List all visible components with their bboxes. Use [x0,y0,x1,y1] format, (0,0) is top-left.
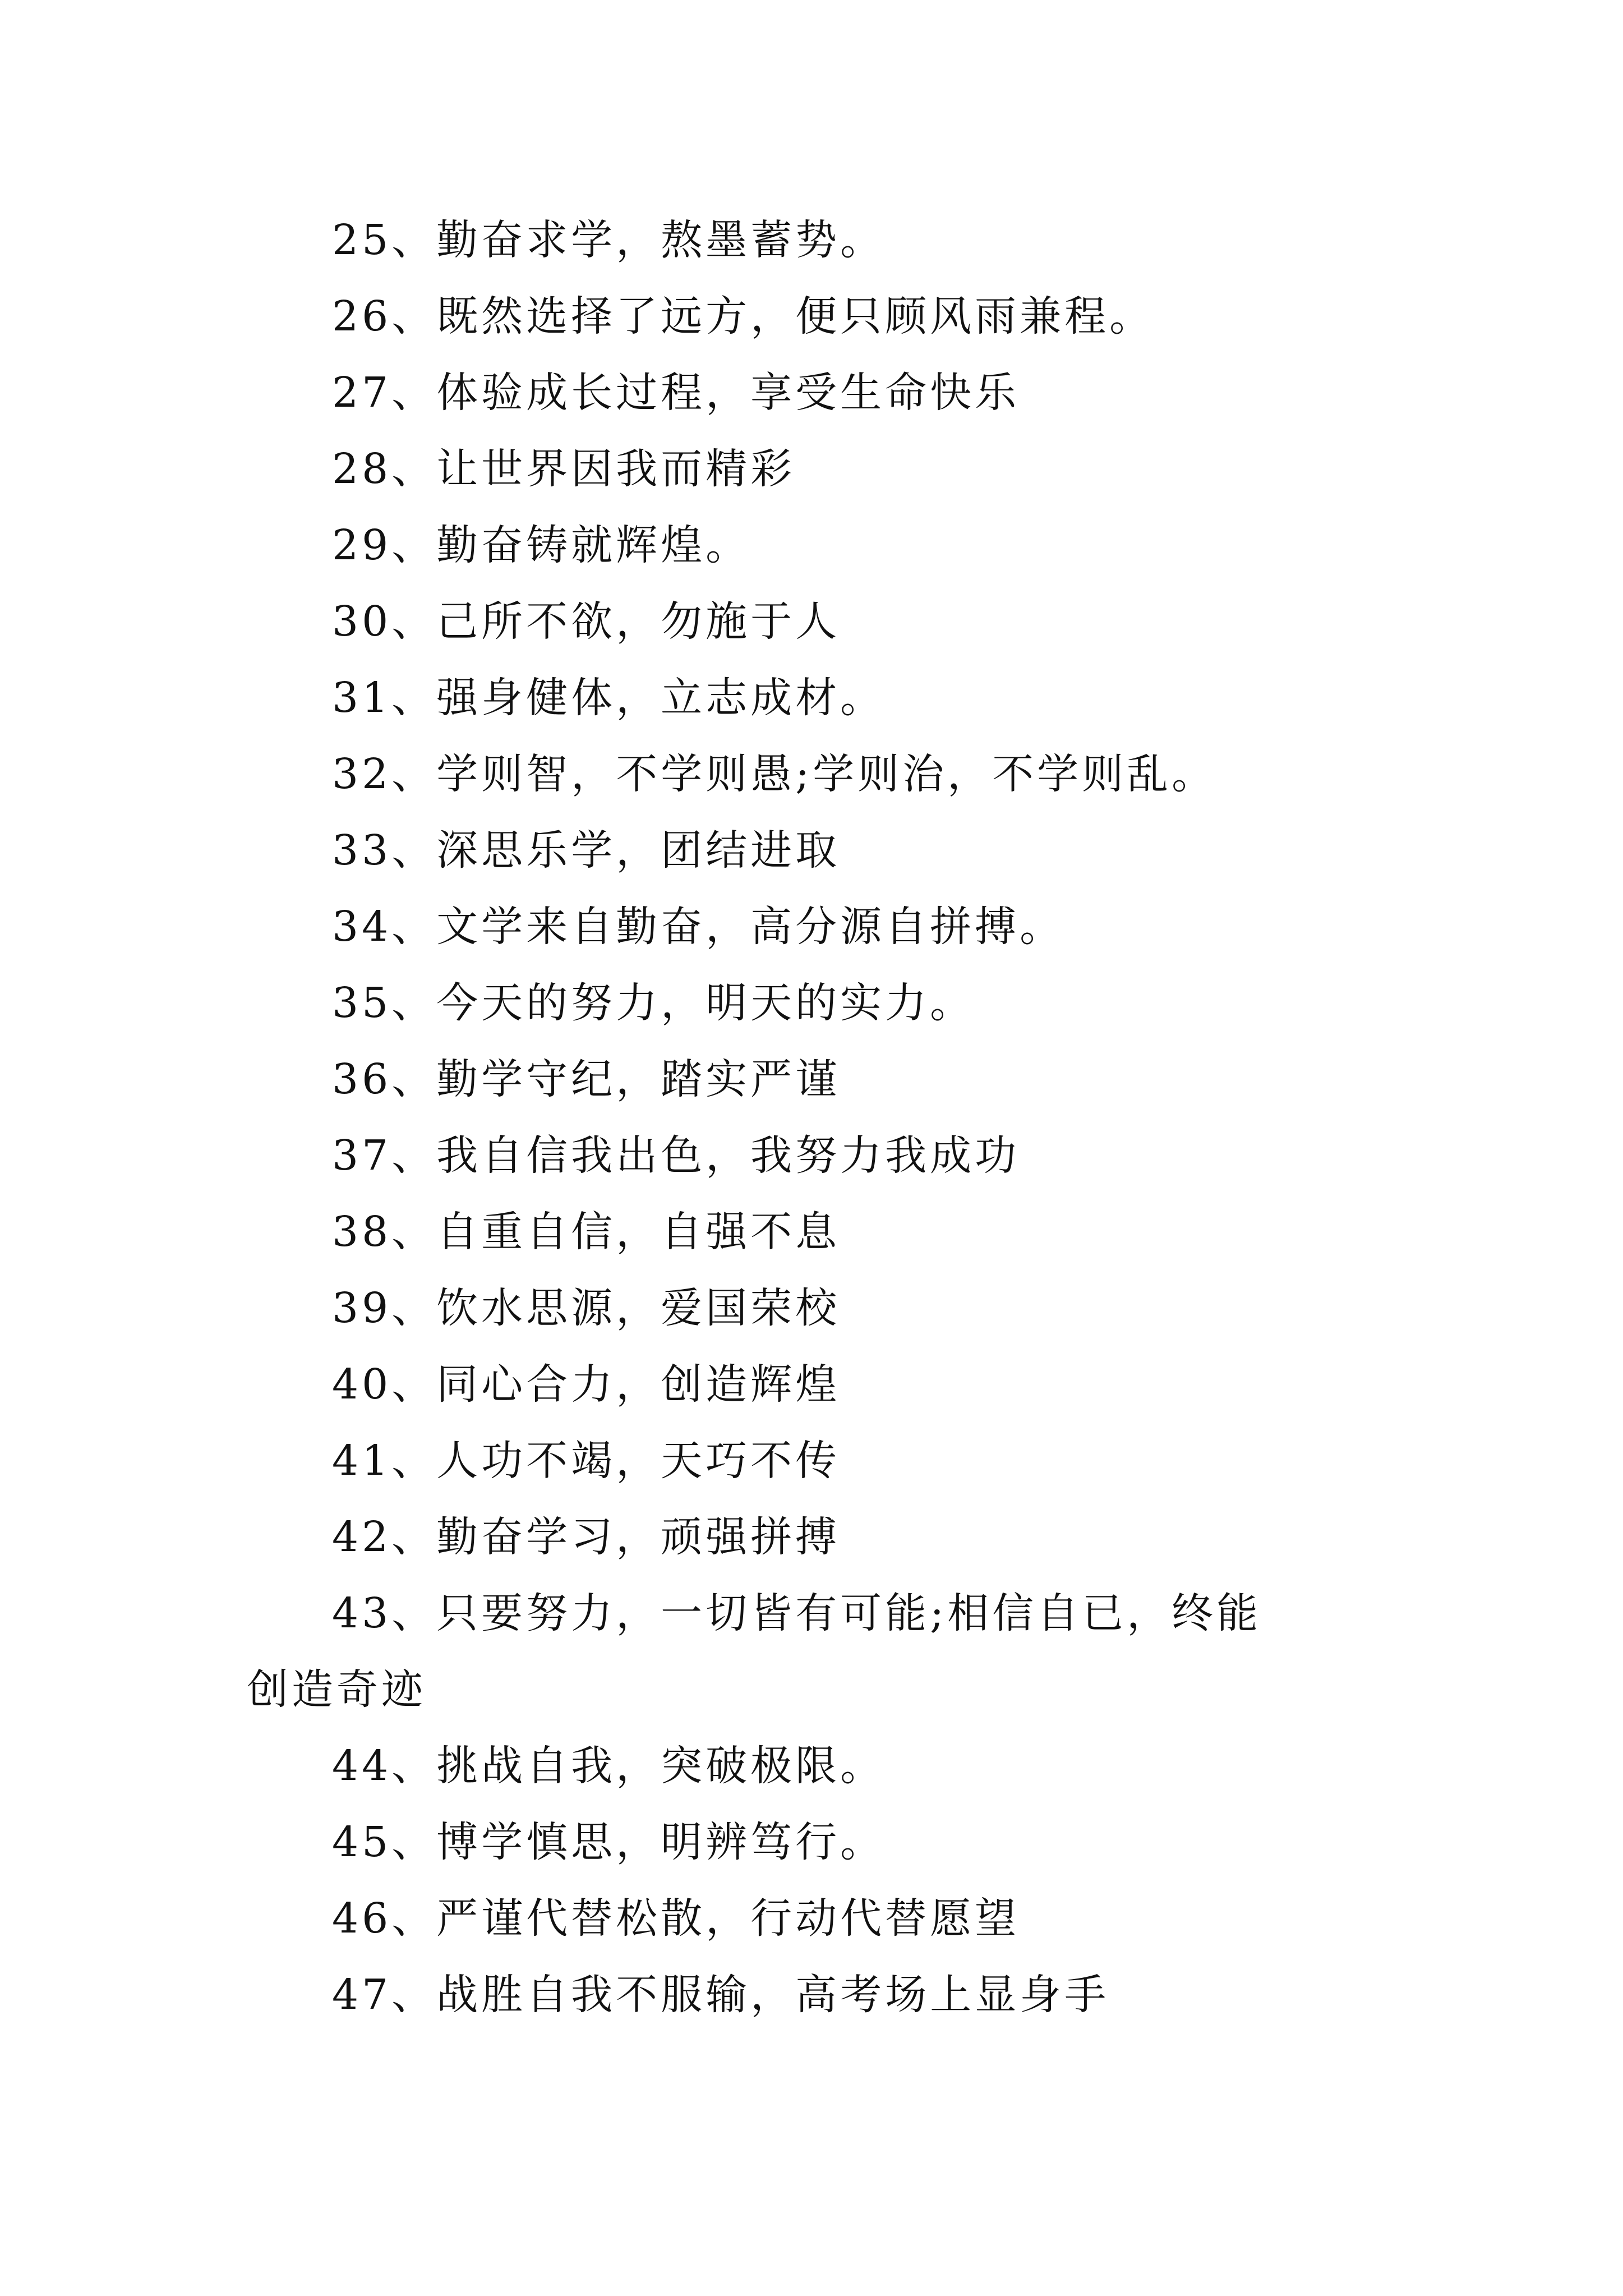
list-item: 36、勤学守纪，踏实严谨 [332,1055,841,1103]
list-item: 25、勤奋求学，熬墨蓄势。 [332,216,886,264]
list-item: 27、体验成长过程，享受生命快乐 [332,369,1020,417]
list-item: 34、文学来自勤奋，高分源自拼搏。 [332,903,1065,951]
list-item: 32、学则智，不学则愚;学则治，不学则乱。 [332,750,1217,798]
list-item: 31、强身健体，立志成材。 [332,674,886,722]
list-item: 38、自重自信，自强不息 [332,1208,841,1256]
list-item: 29、勤奋铸就辉煌。 [332,521,751,569]
list-item: 46、严谨代替松散，行动代替愿望 [332,1894,1020,1943]
list-item: 30、己所不欲，勿施于人 [332,597,841,646]
list-item: 41、人功不竭，天巧不传 [332,1437,841,1485]
list-item: 44、挑战自我，突破极限。 [332,1742,886,1790]
list-item: 39、饮水思源，爱国荣校 [332,1284,841,1332]
list-item: 47、战胜自我不服输，高考场上显身手 [332,1971,1110,2019]
list-item: 42、勤奋学习，顽强拼搏 [332,1513,841,1561]
list-item: 33、深思乐学，团结进取 [332,826,841,875]
list-item: 35、今天的努力，明天的实力。 [332,979,975,1027]
list-item: 26、既然选择了远方，便只顾风雨兼程。 [332,292,1155,341]
list-item: 28、让世界因我而精彩 [332,445,796,493]
list-item: 40、同心合力，创造辉煌 [332,1360,841,1409]
slogan-list [0,202,1623,2033]
list-item: 43、只要努力，一切皆有可能;相信自已，终能创造奇迹 [247,1589,1262,1714]
list-item: 37、我自信我出色，我努力我成功 [332,1131,1020,1180]
list-item: 45、博学慎思，明辨笃行。 [332,1818,886,1866]
